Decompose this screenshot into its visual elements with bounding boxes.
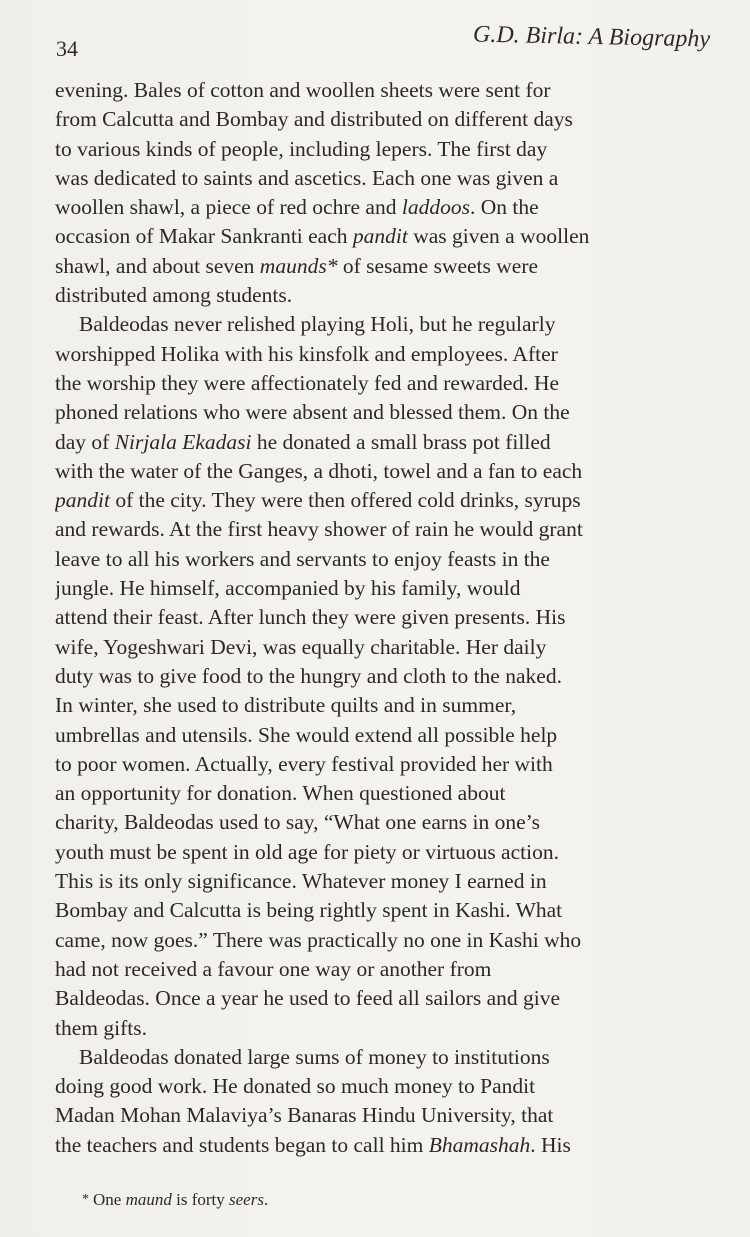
text-line: duty was to give food to the hungry and cloth to the naked.	[55, 663, 562, 688]
paragraph-1	[55, 76, 712, 310]
text-line: the teachers and students began to call him Bhamashah. His	[55, 1132, 571, 1157]
text-line: doing good work. He donated so much money to Pandit	[55, 1074, 536, 1099]
footnote-marker: *	[82, 1192, 89, 1207]
text-line: had not received a favour one way or another from	[55, 956, 492, 981]
text-line: Baldeodas. Once a year he used to feed all sailors and give	[55, 986, 561, 1011]
text-line: with the water of the Ganges, a dhoti, towel and a fan to each	[55, 458, 583, 483]
text-line: occasion of Makar Sankranti each pandit was given a woollen	[55, 224, 590, 249]
text-line: jungle. He himself, accompanied by his family, would	[55, 576, 521, 601]
text-line: came, now goes.” There was practically no one in Kashi who	[55, 927, 582, 952]
body-text	[55, 76, 712, 1160]
text-line: them gifts.	[55, 1015, 147, 1040]
page-header	[56, 22, 710, 62]
footnote	[82, 1190, 268, 1210]
text-line: Baldeodas donated large sums of money to institutions	[79, 1044, 550, 1069]
text-line: wife, Yogeshwari Devi, was equally charitable. Her daily	[55, 634, 547, 659]
text-line: to poor women. Actually, every festival provided her with	[55, 751, 553, 776]
text-line: This is its only significance. Whatever money I earned in	[55, 869, 547, 894]
text-line: to various kinds of people, including lepers. The first day	[55, 136, 548, 161]
paragraph-2	[55, 310, 712, 1042]
text-line: Madan Mohan Malaviya’s Banaras Hindu University, that	[55, 1103, 554, 1128]
text-line: the worship they were affectionately fed and rewarded. He	[55, 370, 560, 395]
text-line: youth must be spent in old age for piety or virtuous action.	[55, 839, 559, 864]
text-line: umbrellas and utensils. She would extend all possible help	[55, 722, 558, 747]
text-line: day of Nirjala Ekadasi he donated a small brass pot filled	[55, 429, 551, 454]
page-number: 34	[56, 36, 78, 61]
paragraph-3	[55, 1043, 712, 1160]
text-line: leave to all his workers and servants to enjoy feasts in the	[55, 546, 550, 571]
text-line: shawl, and about seven maunds* of sesame sweets were	[55, 253, 539, 278]
text-line: In winter, she used to distribute quilts and in summer,	[55, 693, 517, 718]
text-line: worshipped Holika with his kinsfolk and employees. After	[55, 341, 558, 366]
text-line: pandit of the city. They were then offered cold drinks, syrups	[55, 488, 581, 513]
running-head: G.D. Birla: A Biography	[472, 21, 711, 53]
text-line: an opportunity for donation. When questioned about	[55, 781, 506, 806]
footnote-text: One maund is forty seers.	[93, 1190, 269, 1209]
text-line: and rewards. At the first heavy shower of rain he would grant	[55, 517, 583, 542]
text-line: charity, Baldeodas used to say, “What one earns in one’s	[55, 810, 540, 835]
text-line: distributed among students.	[55, 283, 293, 308]
text-line: was dedicated to saints and ascetics. Each one was given a	[55, 165, 559, 190]
text-line: woollen shawl, a piece of red ochre and laddoos. On the	[55, 195, 539, 220]
text-line: Baldeodas never relished playing Holi, but he regularly	[79, 312, 556, 337]
text-line: phoned relations who were absent and blessed them. On the	[55, 400, 570, 425]
text-line: Bombay and Calcutta is being rightly spent in Kashi. What	[55, 898, 563, 923]
text-line: from Calcutta and Bombay and distributed on different days	[55, 107, 573, 132]
text-line: evening. Bales of cotton and woollen sheets were sent for	[55, 78, 551, 102]
text-line: attend their feast. After lunch they were given presents. His	[55, 605, 566, 630]
